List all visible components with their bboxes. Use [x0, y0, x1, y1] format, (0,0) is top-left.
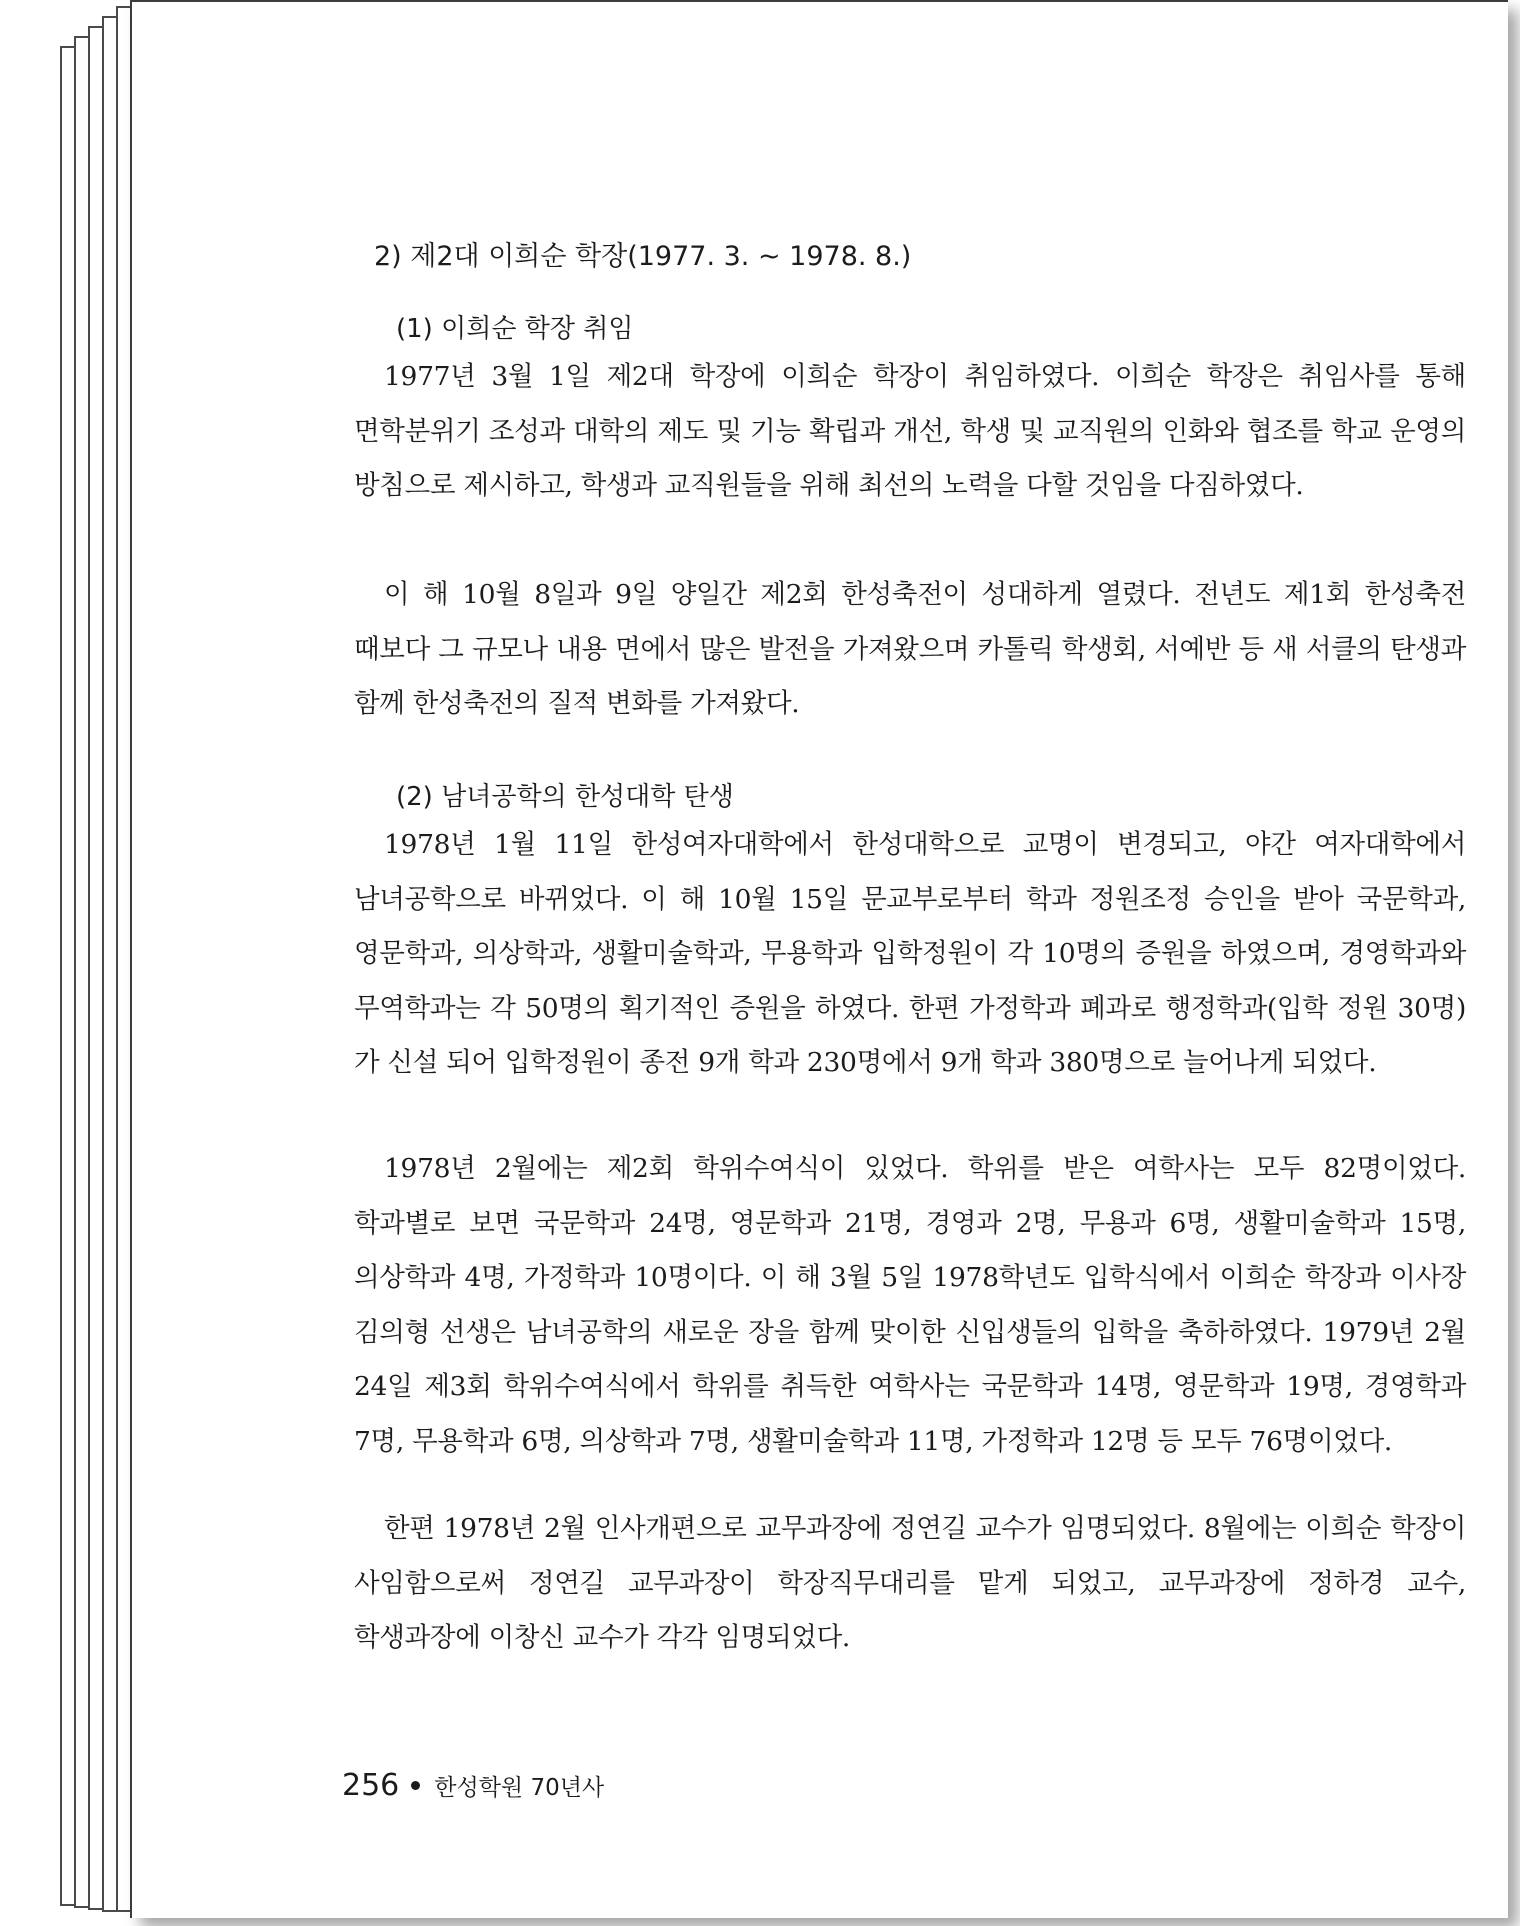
paragraph: 1977년 3월 1일 제2대 학장에 이희순 학장이 취임하였다. 이희순 학장은 취임사를 통해 면학분위기 조성과 대학의 제도 및 기능 확립과 개선, 학생 및 교직원의 인화와 협조를 학교 운영의 방침으로 제시하고, 학생과 교직원들을 위해 최선의 노력을 다할 것임을 다짐하였다. [354, 361, 1466, 501]
book-page [130, 0, 1508, 1918]
page-number: 256 [342, 1768, 400, 1803]
book-title: 한성학원 70년사 [434, 1775, 605, 1801]
bullet-icon [411, 1781, 420, 1790]
paragraph: 1978년 2월에는 제2회 학위수여식이 있었다. 학위를 받은 여학사는 모두 82명이었다. 학과별로 보면 국문학과 24명, 영문학과 21명, 경영과 2명, 무용과 6명, 생활미술학과 15명, 의상학과 4명, 가정학과 10명이다. 이 해 3월 5일 1978학년도 입학식에서 이희순 학장과 이사장 김의형 선생은 남녀공학의 새로운 장을 함께 맞이한 신입생들의 입학을 축하하였다. 1979년 2월 24일 제3회 학위수여식에서 학위를 취득한 여학사는 국문학과 14명, 영문학과 19명, 경영학과 7명, 무용학과 6명, 의상학과 7명, 생활미술학과 11명, 가정학과 12명 등 모두 76명이었다. [354, 1153, 1466, 1457]
paragraph: 한편 1978년 2월 인사개편으로 교무과장에 정연길 교수가 임명되었다. 8월에는 이희순 학장이 사임함으로써 정연길 교무과장이 학장직무대리를 맡게 되었고, 교무과장에 정하경 교수, 학생과장에 이창신 교수가 각각 임명되었다. [354, 1513, 1466, 1653]
subsection-title-1: (1) 이희순 학장 취임 [396, 314, 634, 344]
paragraph: 1978년 1월 11일 한성여자대학에서 한성대학으로 교명이 변경되고, 야간 여자대학에서 남녀공학으로 바뀌었다. 이 해 10월 15일 문교부로부터 학과 정원조정 승인을 받아 국문학과, 영문학과, 의상학과, 생활미술학과, 무용학과 입학정원이 각 10명의 증원을 하였으며, 경영학과와 무역학과는 각 50명의 획기적인 증원을 하였다. 한편 가정학과 폐과로 행정학과(입학 정원 30명)가 신설 되어 입학정원이 종전 9개 학과 230명에서 9개 학과 380명으로 늘어나게 되었다. [354, 829, 1466, 1078]
paragraph: 이 해 10월 8일과 9일 양일간 제2회 한성축전이 성대하게 열렸다. 전년도 제1회 한성축전 때보다 그 규모나 내용 면에서 많은 발전을 가져왔으며 카톨릭 학생회, 서예반 등 새 서클의 탄생과 함께 한성축전의 질적 변화를 가져왔다. [354, 579, 1466, 719]
subsection-title-2: (2) 남녀공학의 한성대학 탄생 [396, 782, 734, 812]
page-footer [342, 1768, 604, 1803]
section-title: 2) 제2대 이희순 학장(1977. 3. ~ 1978. 8.) [374, 241, 912, 272]
